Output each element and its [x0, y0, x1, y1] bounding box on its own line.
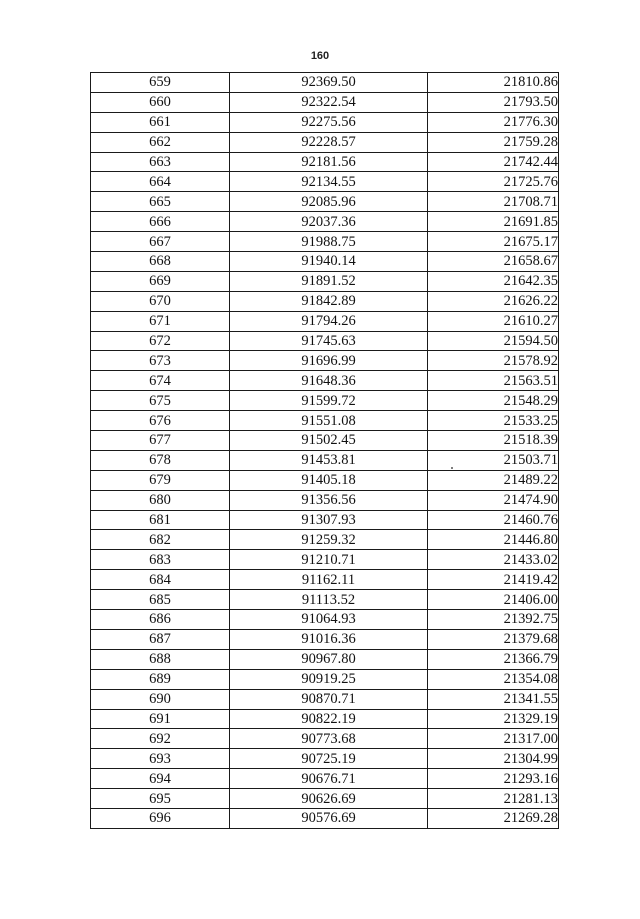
row-index-cell: 664	[91, 172, 230, 192]
table-row	[91, 789, 559, 809]
row-index-cell: 680	[91, 490, 230, 510]
value-b-cell: 21460.76	[428, 510, 559, 530]
value-a-cell: 91016.36	[230, 629, 428, 649]
row-index-cell: 669	[91, 271, 230, 291]
value-b-cell: 21742.44	[428, 152, 559, 172]
value-b-cell: 21658.67	[428, 252, 559, 272]
value-b-cell: 21419.42	[428, 570, 559, 590]
row-index-cell: 660	[91, 92, 230, 112]
row-index-cell: 663	[91, 152, 230, 172]
row-index-cell: 694	[91, 769, 230, 789]
scan-speck	[451, 467, 453, 469]
value-a-cell: 90576.69	[230, 808, 428, 828]
row-index-cell: 672	[91, 331, 230, 351]
table-row	[91, 510, 559, 530]
row-index-cell: 685	[91, 590, 230, 610]
value-b-cell: 21776.30	[428, 112, 559, 132]
value-b-cell: 21759.28	[428, 132, 559, 152]
value-a-cell: 91551.08	[230, 411, 428, 431]
row-index-cell: 675	[91, 391, 230, 411]
value-a-cell: 92085.96	[230, 192, 428, 212]
value-a-cell: 91988.75	[230, 232, 428, 252]
row-index-cell: 673	[91, 351, 230, 371]
table-row	[91, 729, 559, 749]
table-row	[91, 371, 559, 391]
value-b-cell: 21317.00	[428, 729, 559, 749]
value-a-cell: 91891.52	[230, 271, 428, 291]
value-b-cell: 21329.19	[428, 709, 559, 729]
value-b-cell: 21610.27	[428, 311, 559, 331]
row-index-cell: 696	[91, 808, 230, 828]
value-a-cell: 90822.19	[230, 709, 428, 729]
table-row	[91, 391, 559, 411]
value-a-cell: 92228.57	[230, 132, 428, 152]
value-a-cell: 91940.14	[230, 252, 428, 272]
table-row	[91, 192, 559, 212]
table-row	[91, 431, 559, 451]
value-b-cell: 21354.08	[428, 669, 559, 689]
value-b-cell: 21366.79	[428, 649, 559, 669]
table-row	[91, 271, 559, 291]
table-row	[91, 590, 559, 610]
value-a-cell: 91162.11	[230, 570, 428, 590]
table-row	[91, 132, 559, 152]
value-b-cell: 21548.29	[428, 391, 559, 411]
row-index-cell: 671	[91, 311, 230, 331]
table-row	[91, 490, 559, 510]
table-row	[91, 252, 559, 272]
value-b-cell: 21341.55	[428, 689, 559, 709]
row-index-cell: 684	[91, 570, 230, 590]
value-b-cell: 21446.80	[428, 530, 559, 550]
table-row	[91, 470, 559, 490]
value-b-cell: 21304.99	[428, 749, 559, 769]
value-a-cell: 90967.80	[230, 649, 428, 669]
value-a-cell: 91648.36	[230, 371, 428, 391]
row-index-cell: 662	[91, 132, 230, 152]
value-b-cell: 21578.92	[428, 351, 559, 371]
table-row	[91, 92, 559, 112]
row-index-cell: 695	[91, 789, 230, 809]
row-index-cell: 681	[91, 510, 230, 530]
value-b-cell: 21392.75	[428, 610, 559, 630]
value-a-cell: 91405.18	[230, 470, 428, 490]
row-index-cell: 692	[91, 729, 230, 749]
row-index-cell: 690	[91, 689, 230, 709]
value-a-cell: 91696.99	[230, 351, 428, 371]
value-a-cell: 90676.71	[230, 769, 428, 789]
row-index-cell: 688	[91, 649, 230, 669]
value-b-cell: 21810.86	[428, 73, 559, 93]
value-a-cell: 92134.55	[230, 172, 428, 192]
table-row	[91, 629, 559, 649]
value-a-cell: 91307.93	[230, 510, 428, 530]
value-a-cell: 92181.56	[230, 152, 428, 172]
value-b-cell: 21594.50	[428, 331, 559, 351]
value-b-cell: 21533.25	[428, 411, 559, 431]
value-b-cell: 21675.17	[428, 232, 559, 252]
row-index-cell: 661	[91, 112, 230, 132]
value-a-cell: 91842.89	[230, 291, 428, 311]
value-b-cell: 21708.71	[428, 192, 559, 212]
page-number: 160	[310, 50, 330, 62]
value-a-cell: 90919.25	[230, 669, 428, 689]
row-index-cell: 679	[91, 470, 230, 490]
value-b-cell: 21725.76	[428, 172, 559, 192]
row-index-cell: 689	[91, 669, 230, 689]
value-a-cell: 91794.26	[230, 311, 428, 331]
value-b-cell: 21281.13	[428, 789, 559, 809]
data-table	[90, 72, 559, 829]
value-a-cell: 92369.50	[230, 73, 428, 93]
value-a-cell: 91259.32	[230, 530, 428, 550]
value-a-cell: 90725.19	[230, 749, 428, 769]
value-b-cell: 21503.71	[428, 450, 559, 470]
value-b-cell: 21642.35	[428, 271, 559, 291]
value-a-cell: 91599.72	[230, 391, 428, 411]
row-index-cell: 687	[91, 629, 230, 649]
table-row	[91, 73, 559, 93]
table-row	[91, 112, 559, 132]
row-index-cell: 686	[91, 610, 230, 630]
table-row	[91, 152, 559, 172]
table-row	[91, 709, 559, 729]
value-b-cell: 21691.85	[428, 212, 559, 232]
table-row	[91, 649, 559, 669]
table-body	[91, 73, 559, 829]
value-b-cell: 21379.68	[428, 629, 559, 649]
value-b-cell: 21793.50	[428, 92, 559, 112]
value-a-cell: 90773.68	[230, 729, 428, 749]
value-a-cell: 92275.56	[230, 112, 428, 132]
row-index-cell: 665	[91, 192, 230, 212]
value-b-cell: 21518.39	[428, 431, 559, 451]
value-a-cell: 91064.93	[230, 610, 428, 630]
row-index-cell: 693	[91, 749, 230, 769]
table-row	[91, 311, 559, 331]
value-a-cell: 90870.71	[230, 689, 428, 709]
value-b-cell: 21406.00	[428, 590, 559, 610]
table-row	[91, 291, 559, 311]
value-a-cell: 92322.54	[230, 92, 428, 112]
table-row	[91, 212, 559, 232]
table-row	[91, 669, 559, 689]
table-row	[91, 351, 559, 371]
row-index-cell: 659	[91, 73, 230, 93]
table-row	[91, 570, 559, 590]
table-row	[91, 530, 559, 550]
row-index-cell: 683	[91, 550, 230, 570]
table-row	[91, 232, 559, 252]
table-row	[91, 769, 559, 789]
value-b-cell: 21269.28	[428, 808, 559, 828]
table-row	[91, 172, 559, 192]
table-row	[91, 331, 559, 351]
table-row	[91, 808, 559, 828]
value-a-cell: 91502.45	[230, 431, 428, 451]
row-index-cell: 667	[91, 232, 230, 252]
table-row	[91, 411, 559, 431]
value-b-cell: 21474.90	[428, 490, 559, 510]
table-row	[91, 550, 559, 570]
value-a-cell: 90626.69	[230, 789, 428, 809]
row-index-cell: 670	[91, 291, 230, 311]
value-a-cell: 91745.63	[230, 331, 428, 351]
value-b-cell: 21293.16	[428, 769, 559, 789]
row-index-cell: 682	[91, 530, 230, 550]
value-a-cell: 91113.52	[230, 590, 428, 610]
row-index-cell: 666	[91, 212, 230, 232]
value-b-cell: 21489.22	[428, 470, 559, 490]
table-row	[91, 689, 559, 709]
table-row	[91, 749, 559, 769]
row-index-cell: 677	[91, 431, 230, 451]
value-a-cell: 91453.81	[230, 450, 428, 470]
row-index-cell: 668	[91, 252, 230, 272]
value-a-cell: 92037.36	[230, 212, 428, 232]
row-index-cell: 676	[91, 411, 230, 431]
row-index-cell: 674	[91, 371, 230, 391]
value-a-cell: 91210.71	[230, 550, 428, 570]
table-row	[91, 610, 559, 630]
row-index-cell: 678	[91, 450, 230, 470]
table-row	[91, 450, 559, 470]
value-b-cell: 21433.02	[428, 550, 559, 570]
value-b-cell: 21563.51	[428, 371, 559, 391]
value-a-cell: 91356.56	[230, 490, 428, 510]
row-index-cell: 691	[91, 709, 230, 729]
value-b-cell: 21626.22	[428, 291, 559, 311]
